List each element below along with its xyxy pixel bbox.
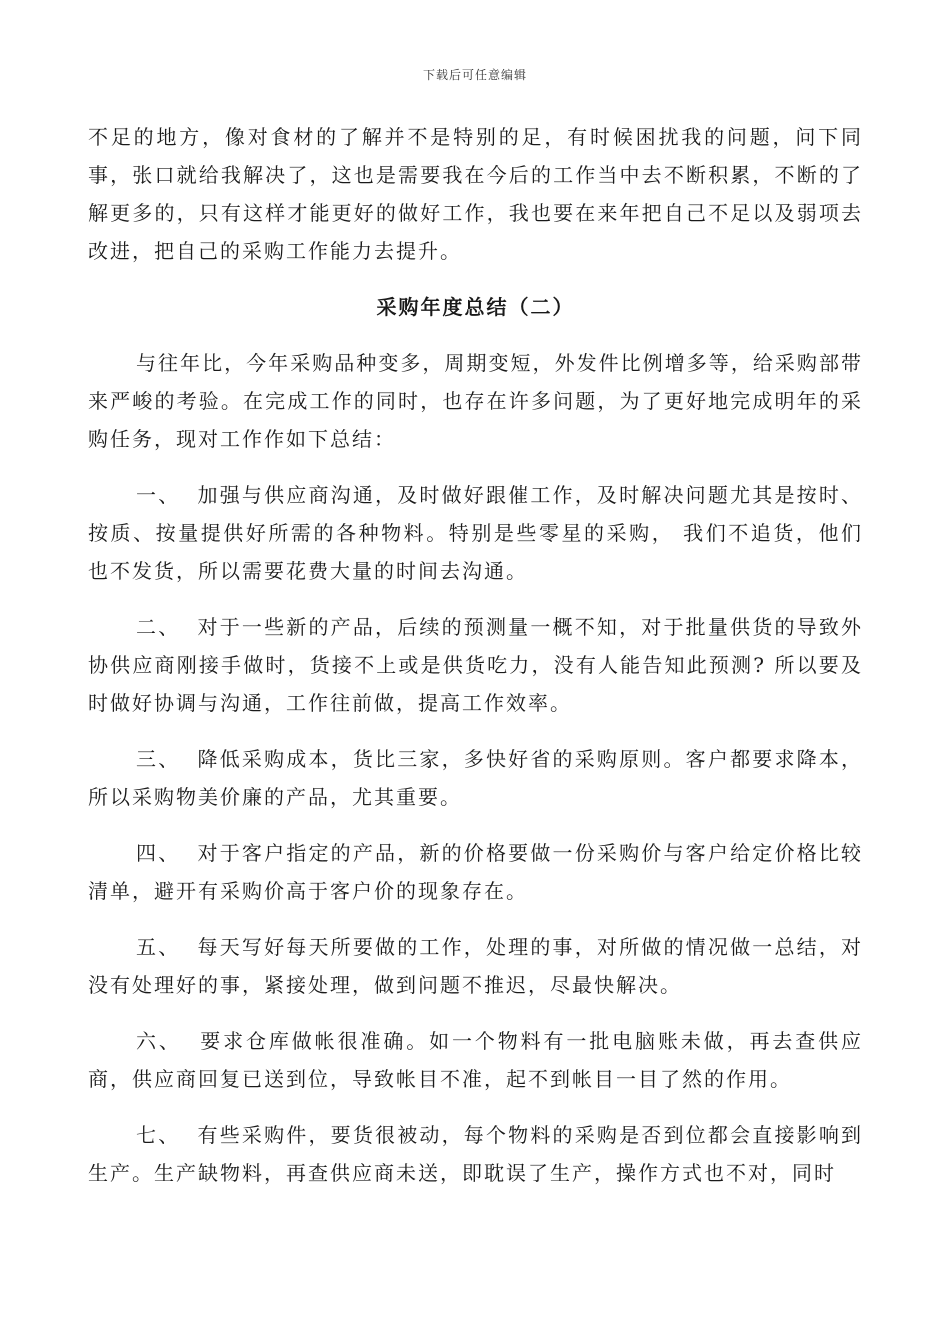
document-body: [88, 118, 863, 1210]
list-item: [88, 476, 863, 590]
intro-paragraph: 不足的地方，像对食材的了解并不是特别的足，有时候困扰我的问题，问下同事，张口就给我解决了，这也是需要我在今后的工作当中去不断积累，不断的了解更多的，只有这样才能更好的做好工作，我也要在来年把自己不足以及弱项去改进，把自己的采购工作能力去提升。: [88, 125, 863, 263]
item-text: 降低采购成本，货比三家，多快好省的采购原则。客户都要求降本，所以采购物美价廉的产品，尤其重要。: [88, 747, 864, 809]
item-text: 有些采购件，要货很被动，每个物料的采购是否到位都会直接影响到生产。生产缺物料，再查供应商未送，即耽误了生产，操作方式也不对，同时: [88, 1123, 864, 1185]
list-item: [88, 834, 863, 910]
header-note: 下载后可任意编辑: [422, 68, 527, 82]
section-title: 采购年度总结（二）: [376, 295, 575, 319]
item-number: 五、: [136, 935, 181, 959]
item-text: 对于一些新的产品，后续的预测量一概不知，对于批量供货的导致外协供应商刚接手做时，货接不上或是供货吃力，没有人能告知此预测? 所以要及时做好协调与沟通，工作往前做，提高工作效率。: [88, 615, 864, 715]
item-number: 一、: [136, 483, 181, 507]
list-item: [88, 740, 863, 816]
item-number: 二、: [136, 615, 181, 639]
item-text: 加强与供应商沟通，及时做好跟催工作，及时解决问题尤其是按时、按质、按量提供好所需的各种物料。特别是些零星的采购， 我们不追货，他们也不发货，所以需要花费大量的时间去沟通。: [88, 483, 864, 583]
item-number: 七、: [136, 1123, 181, 1147]
item-text: 对于客户指定的产品，新的价格要做一份采购价与客户给定价格比较清单，避开有采购价高于客户价的现象存在。: [88, 841, 864, 903]
item-number: 四、: [136, 841, 181, 865]
list-item: [88, 928, 863, 1004]
item-text: 要求仓库做帐很准确。如一个物料有一批电脑账未做，再去查供应商，供应商回复已送到位，导致帐目不准，起不到帐目一目了然的作用。: [88, 1029, 864, 1091]
list-item: [88, 1116, 863, 1192]
item-text: 每天写好每天所要做的工作，处理的事，对所做的情况做一总结，对没有处理好的事，紧接处理，做到问题不推迟，尽最快解决。: [88, 935, 864, 997]
item-number: 六、: [136, 1029, 182, 1053]
list-item: [88, 1022, 863, 1098]
section-opening: 与往年比，今年采购品种变多，周期变短，外发件比例增多等，给采购部带来严峻的考验。在完成工作的同时，也存在许多问题，为了更好地完成明年的采购任务，现对工作作如下总结：: [88, 351, 863, 451]
item-number: 三、: [136, 747, 181, 771]
list-item: [88, 608, 863, 722]
